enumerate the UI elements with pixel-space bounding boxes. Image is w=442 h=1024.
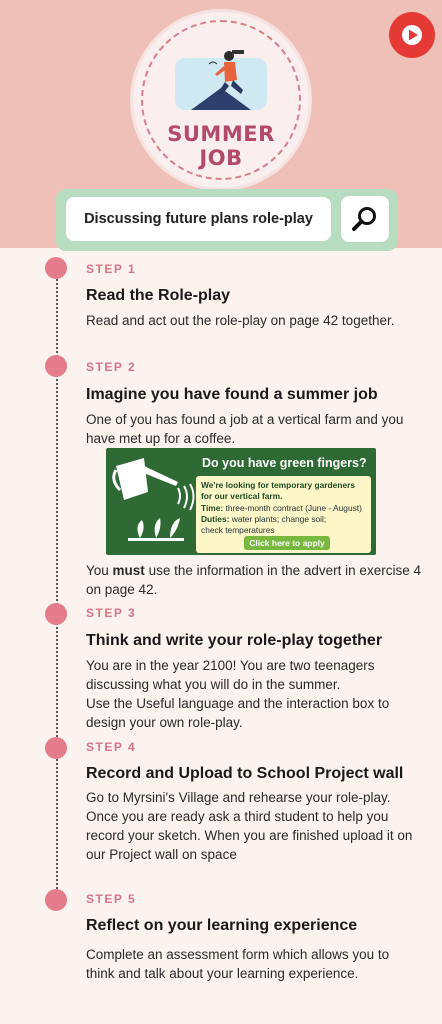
search-bar	[56, 189, 398, 251]
step-label: STEP 5	[86, 892, 137, 906]
advert-line: We're looking for temporary gardeners	[201, 480, 356, 490]
advert-time: Time: three-month contract (June - August)	[201, 503, 362, 513]
play-video-button[interactable]	[389, 12, 435, 58]
summer-job-logo	[133, 12, 309, 188]
step-title: Think and write your role-play together	[86, 632, 383, 649]
step-1-marker	[45, 257, 67, 279]
apply-button[interactable]: Click here to apply	[244, 536, 330, 550]
step-5-marker	[45, 889, 67, 911]
step-text: Use the Useful language and the interaction box to design your own role-play.	[86, 696, 390, 730]
step-text: Read and act out the role-play on page 42 together.	[86, 313, 395, 328]
step-text: Go to Myrsini's Village and rehearse your role-play. Once you are ready ask a third student to help you record your sketch. When you are finished upload it on our Project wall on space	[86, 790, 413, 862]
job-advert	[106, 448, 376, 555]
binoculars-person-icon	[169, 40, 273, 122]
step-title: Reflect on your learning experience	[86, 917, 358, 934]
step-text: One of you has found a job at a vertical farm and you have met up for a coffee.	[86, 412, 404, 446]
advert-line: for our vertical farm.	[201, 491, 283, 501]
advert-card	[196, 476, 371, 553]
step-label: STEP 2	[86, 360, 137, 374]
logo-title-line2: JOB	[199, 146, 243, 170]
step-title: Imagine you have found a summer job	[86, 386, 378, 403]
logo-title-line1: SUMMER	[167, 122, 275, 146]
step-3-marker	[45, 603, 67, 625]
step-label: STEP 1	[86, 262, 137, 276]
step-2	[86, 360, 421, 448]
step-2-marker	[45, 355, 67, 377]
step-text: You are in the year 2100! You are two teenagers discussing what you will do in the summer.	[86, 658, 375, 692]
advert-heading: Do you have green fingers?	[202, 456, 367, 470]
search-button[interactable]	[341, 196, 389, 242]
search-icon	[351, 205, 379, 233]
step-4	[86, 740, 421, 864]
search-query[interactable]: Discussing future plans role-play	[66, 197, 331, 241]
step-3	[86, 606, 421, 732]
play-icon	[401, 24, 423, 46]
watering-can-icon	[110, 452, 196, 552]
step-text: Complete an assessment form which allows you to think and talk about your learning experience.	[86, 947, 390, 981]
step-title: Record and Upload to School Project wall	[86, 765, 404, 782]
step-5	[86, 892, 421, 983]
advert-duties: Duties: water plants; change soil;	[201, 514, 327, 524]
step-2-note	[86, 561, 421, 599]
step-1	[86, 262, 421, 330]
step-text: You must use the information in the advert in exercise 4 on page 42.	[86, 563, 421, 597]
advert-duties-cont: check temperatures	[201, 525, 275, 535]
step-label: STEP 4	[86, 740, 137, 754]
step-label: STEP 3	[86, 606, 137, 620]
step-title: Read the Role-play	[86, 287, 231, 304]
step-4-marker	[45, 737, 67, 759]
